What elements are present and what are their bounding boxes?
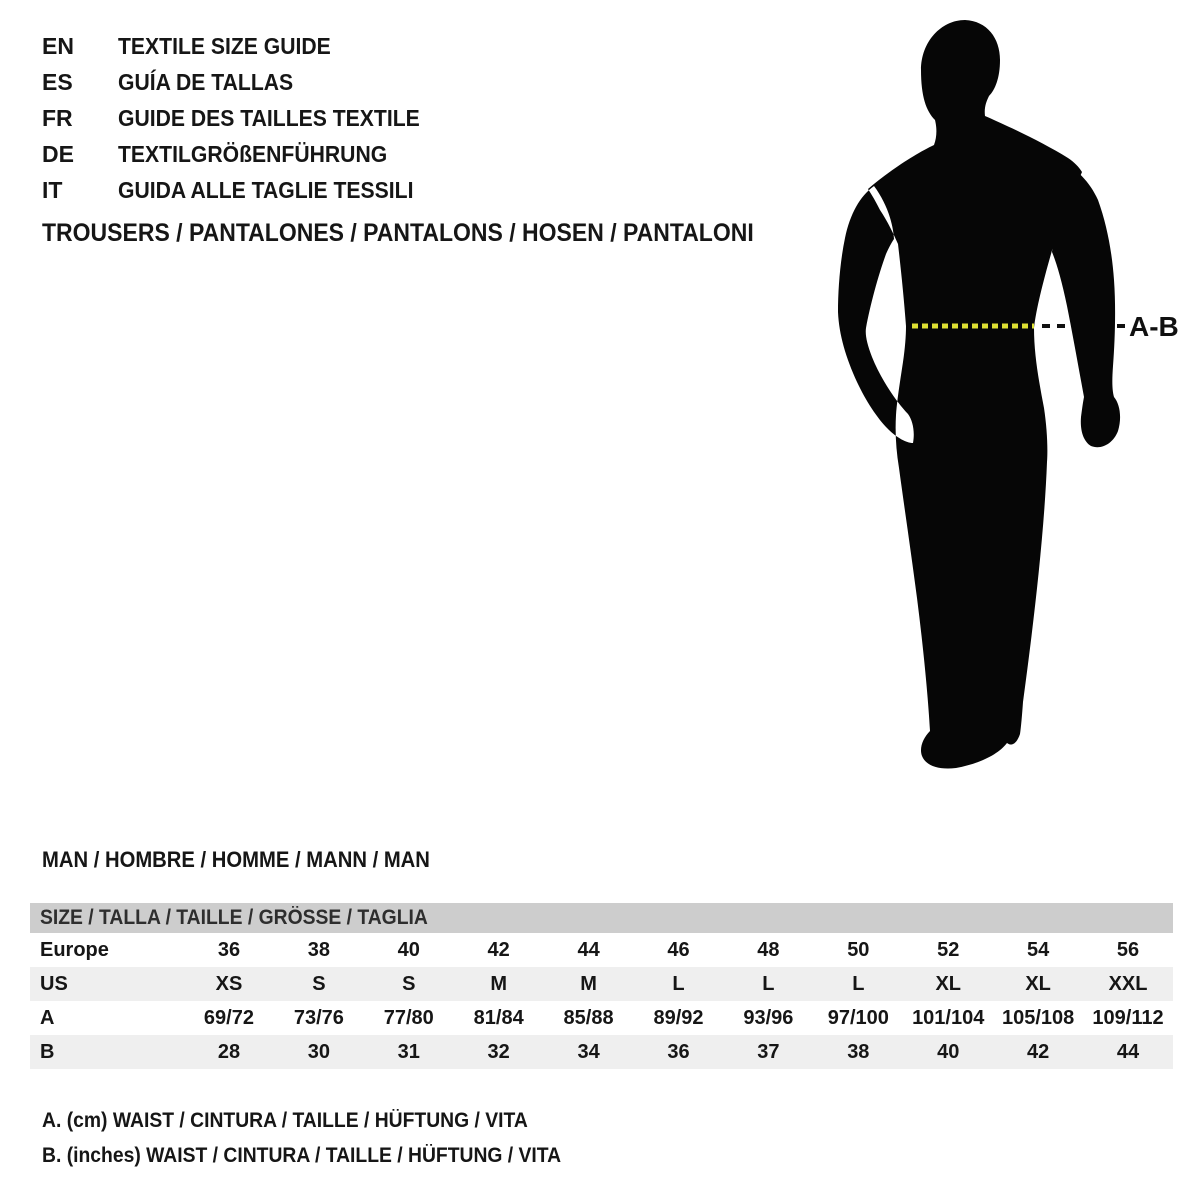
size-cell: 44 <box>577 939 600 961</box>
size-cell: S <box>402 973 416 995</box>
language-title: GUÍA DE TALLAS <box>118 69 294 95</box>
size-table-header <box>30 903 1173 933</box>
size-cell: XS <box>215 973 243 995</box>
size-cell: 50 <box>847 939 870 961</box>
size-cell: 109/112 <box>1092 1007 1164 1029</box>
language-code: FR <box>42 105 73 131</box>
size-cell: 105/108 <box>1001 1007 1075 1029</box>
size-cell: XL <box>1025 973 1051 995</box>
language-title: GUIDA ALLE TAGLIE TESSILI <box>118 177 414 203</box>
size-cell: 38 <box>307 939 330 961</box>
size-cell: 36 <box>217 939 241 961</box>
size-cell: 81/84 <box>473 1007 524 1029</box>
size-cell: 30 <box>307 1041 330 1063</box>
size-cell: S <box>312 973 326 995</box>
size-table <box>30 903 1173 1069</box>
size-row-label: US <box>40 973 68 995</box>
footnote-text: A. (cm) WAIST / CINTURA / TAILLE / HÜFTUNG / VITA <box>42 1109 528 1132</box>
language-title: TEXTILGRÖßENFÜHRUNG <box>118 141 388 167</box>
language-code: DE <box>42 141 74 167</box>
language-list <box>42 28 446 208</box>
language-code: EN <box>42 33 74 59</box>
size-cell: 28 <box>217 1041 241 1063</box>
footnote-line <box>42 1138 606 1173</box>
language-code: IT <box>42 177 63 203</box>
language-title: TEXTILE SIZE GUIDE <box>118 33 331 59</box>
size-cell: XL <box>935 973 961 995</box>
size-cell: 44 <box>1116 1041 1140 1063</box>
size-figure <box>820 0 1200 780</box>
size-cell: 69/72 <box>203 1007 254 1029</box>
size-table-row <box>30 967 1173 1001</box>
size-cell: L <box>852 973 865 995</box>
size-cell: 42 <box>487 939 510 961</box>
language-row <box>42 136 446 172</box>
size-cell: 56 <box>1116 939 1140 961</box>
footnote-line <box>42 1103 606 1138</box>
size-cell: 40 <box>397 939 420 961</box>
size-cell: 89/92 <box>653 1007 704 1029</box>
size-row-label: Europe <box>40 939 109 961</box>
size-cell: 32 <box>487 1041 510 1063</box>
size-cell: L <box>672 973 685 995</box>
size-row-label: B <box>40 1041 55 1063</box>
man-right-arm <box>1052 160 1120 447</box>
size-cell: 46 <box>667 939 690 961</box>
size-cell: 36 <box>667 1041 690 1063</box>
product-line-text: TROUSERS / PANTALONES / PANTALONS / HOSEN / PANTALONI <box>42 219 754 247</box>
size-cell: M <box>580 973 597 995</box>
size-cell: 93/96 <box>743 1007 794 1029</box>
figure-wrap <box>820 0 1200 780</box>
gender-title <box>42 845 464 875</box>
size-table-row <box>30 1001 1173 1035</box>
size-table-header-text: SIZE / TALLA / TAILLE / GRÖSSE / TAGLIA <box>40 906 428 929</box>
gender-title-text: MAN / HOMBRE / HOMME / MANN / MAN <box>42 847 430 872</box>
language-row <box>42 64 446 100</box>
size-cell: 85/88 <box>563 1007 614 1029</box>
size-cell: 42 <box>1027 1041 1050 1063</box>
size-row-label: A <box>40 1007 55 1029</box>
size-cell: 54 <box>1027 939 1050 961</box>
size-table-row <box>30 1035 1173 1069</box>
size-table-body <box>30 933 1173 1069</box>
size-cell: 31 <box>397 1041 420 1063</box>
size-cell: 73/76 <box>293 1007 344 1029</box>
measure-label: A-B <box>1129 311 1179 342</box>
size-cell: 48 <box>757 939 780 961</box>
language-row <box>42 100 446 136</box>
size-cell: 38 <box>847 1041 870 1063</box>
size-table-row <box>30 933 1173 967</box>
footnote-text: B. (inches) WAIST / CINTURA / TAILLE / HÜFTUNG / VITA <box>42 1144 562 1167</box>
size-cell: 34 <box>577 1041 600 1063</box>
size-cell: 77/80 <box>383 1007 434 1029</box>
size-cell: 52 <box>937 939 960 961</box>
language-title: GUIDE DES TAILLES TEXTILE <box>118 105 420 131</box>
size-cell: L <box>762 973 775 995</box>
size-cell: 40 <box>937 1041 960 1063</box>
size-cell: XXL <box>1108 973 1148 995</box>
size-cell: 101/104 <box>912 1007 985 1029</box>
size-cell: M <box>490 973 507 995</box>
size-cell: 97/100 <box>827 1007 889 1029</box>
language-code: ES <box>42 69 73 95</box>
language-row <box>42 28 446 64</box>
man-silhouette <box>838 20 1082 769</box>
footnotes <box>42 1103 606 1173</box>
product-line-title <box>42 218 816 248</box>
language-row <box>42 172 446 208</box>
size-cell: 37 <box>757 1041 780 1063</box>
